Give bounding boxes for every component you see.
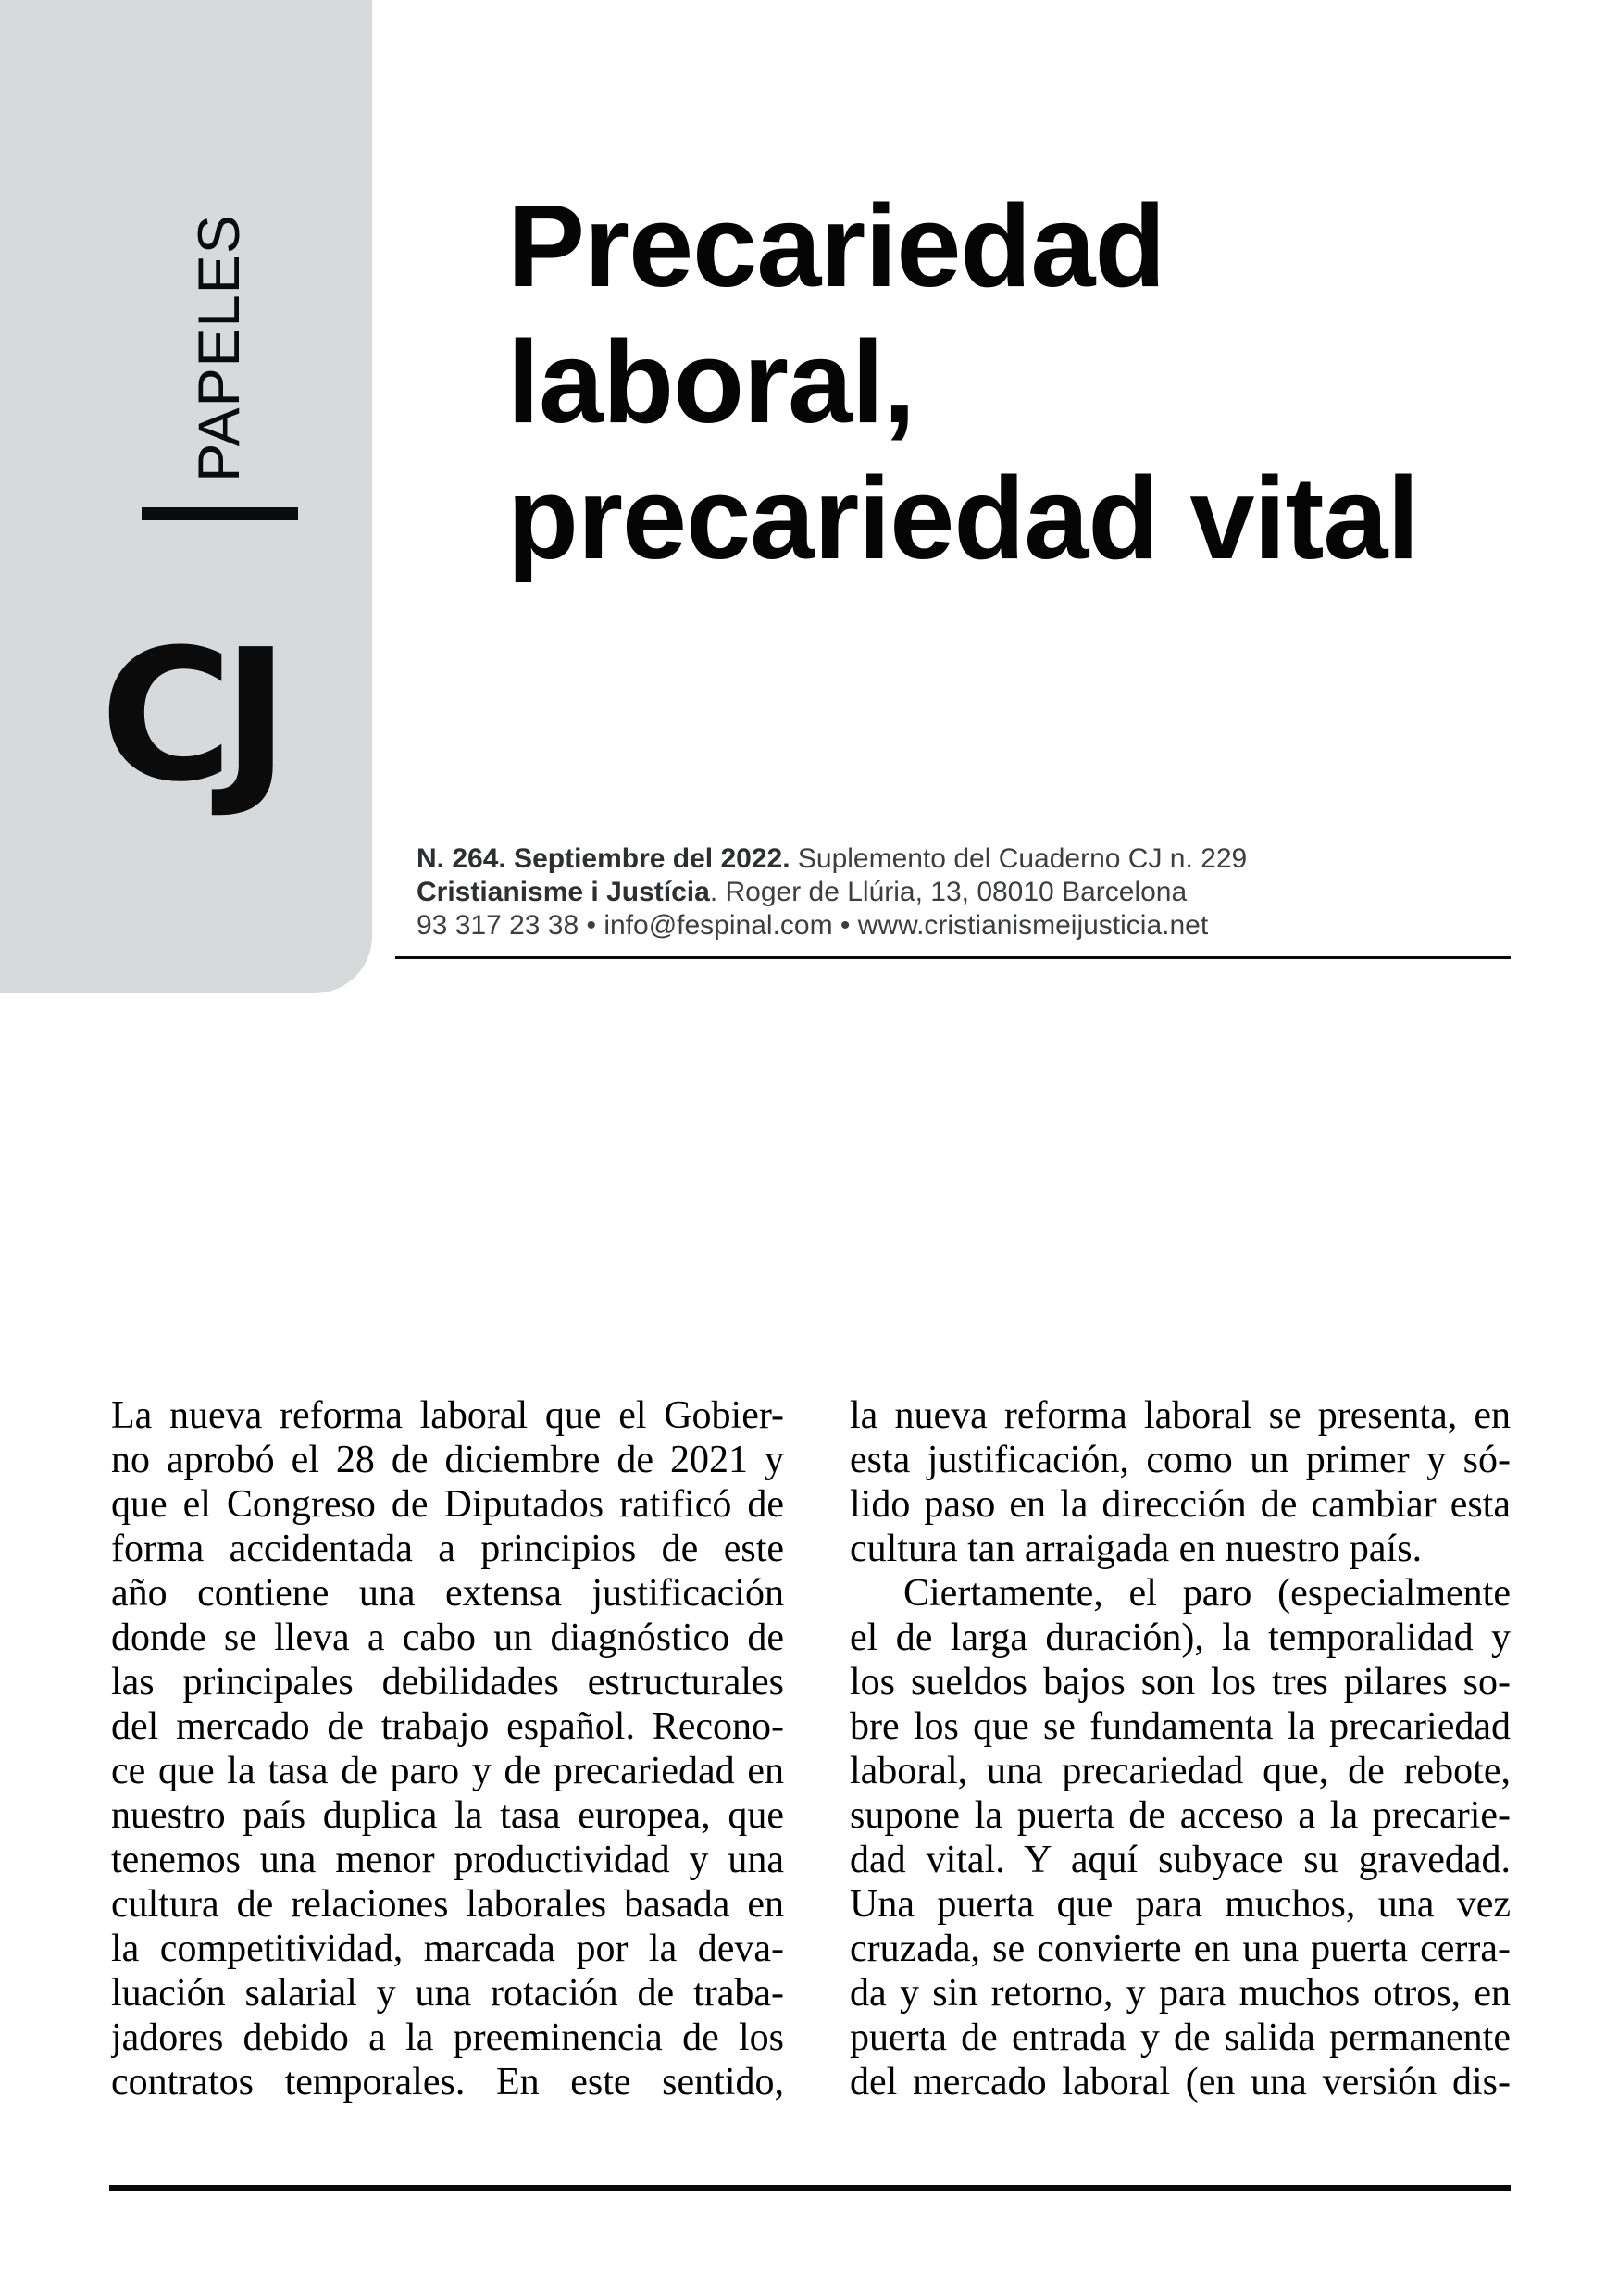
title-line-2: laboral,	[507, 317, 915, 447]
body-text-line: supone la puerta de acceso a la precarie-	[850, 1794, 1511, 1837]
contact-line: 93 317 23 38 • info@fespinal.com • www.cristianismeijusticia.net	[417, 910, 1209, 941]
body-text-line: contratos temporales. En este sentido,	[111, 2061, 784, 2103]
body-text-line: esta justificación, como un primer y só-	[850, 1439, 1511, 1481]
body-text-line: Ciertamente, el paro (especialmente	[903, 1572, 1511, 1615]
body-text-line: del mercado de trabajo español. Recono-	[111, 1705, 784, 1748]
title-line-1: Precariedad	[507, 181, 1165, 311]
body-text-line: donde se lleva a cabo un diagnóstico de	[111, 1616, 784, 1659]
body-text-line: el de larga duración), la temporalidad y	[850, 1616, 1511, 1659]
brand-divider-bar	[142, 507, 298, 520]
page-title	[507, 178, 1418, 586]
body-text-line: tenemos una menor productividad y una	[111, 1839, 784, 1881]
body-text-line: laboral, una precariedad que, de rebote,	[850, 1750, 1511, 1792]
body-text-line: del mercado laboral (en una versión dis-	[850, 2061, 1511, 2103]
cj-logo: CJ	[100, 611, 279, 822]
body-text-line: forma accidentada a principios de este	[111, 1528, 784, 1570]
body-text-line: cultura tan arraigada en nuestro país.	[850, 1528, 1423, 1570]
body-text-line: año contiene una extensa justificación	[111, 1572, 784, 1615]
body-text-line: cultura de relaciones laborales basada en	[111, 1883, 784, 1926]
body-text-line: da y sin retorno, y para muchos otros, en	[850, 1972, 1511, 2015]
issue-supplement: Suplemento del Cuaderno CJ n. 229	[790, 843, 1248, 874]
body-text-line: bre los que se fundamenta la precariedad	[850, 1705, 1511, 1748]
issue-info-line-2	[417, 876, 1511, 909]
body-text-line: la nueva reforma laboral se presenta, en	[850, 1394, 1511, 1437]
body-text-line: nuestro país duplica la tasa europea, que	[111, 1794, 784, 1837]
body-text-line: los sueldos bajos son los tres pilares so-	[850, 1661, 1511, 1703]
body-text-line: no aprobó el 28 de diciembre de 2021 y	[111, 1439, 784, 1481]
brand-panel	[0, 0, 372, 993]
body-column-2	[850, 1393, 1511, 2104]
body-text-line: jadores debido a la preeminencia de los	[111, 2016, 784, 2059]
publisher-address: . Roger de Llúria, 13, 08010 Barcelona	[709, 877, 1188, 907]
body-text-line: La nueva reforma laboral que el Gobier-	[111, 1394, 784, 1437]
body-text-line: las principales debilidades estructurales	[111, 1661, 784, 1703]
body-text-line: ce que la tasa de paro y de precariedad en	[111, 1750, 784, 1792]
footer-rule	[109, 2185, 1511, 2191]
body-text-line: que el Congreso de Diputados ratificó de	[111, 1483, 784, 1526]
body-text-line: puerta de entrada y de salida permanente	[850, 2016, 1511, 2059]
issue-info-line-1	[417, 842, 1511, 876]
body-text-line: Una puerta que para muchos, una vez	[850, 1883, 1511, 1926]
issue-info	[417, 842, 1511, 942]
publisher-name: Cristianisme i Justícia	[417, 877, 710, 907]
body-text-line: lido paso en la dirección de cambiar esta	[850, 1483, 1511, 1526]
header-rule	[395, 956, 1511, 959]
body-text-line: dad vital. Y aquí subyace su gravedad.	[850, 1839, 1511, 1881]
issue-number: N. 264. Septiembre del 2022.	[417, 843, 790, 874]
body-text-line: la competitividad, marcada por la deva-	[111, 1928, 784, 1970]
title-line-3: precariedad vital	[507, 453, 1419, 583]
brand-vertical-text: PAPELES	[187, 214, 252, 482]
body-text-line: cruzada, se convierte en una puerta cerra-	[850, 1928, 1511, 1970]
body-column-1	[111, 1393, 784, 2104]
body-text-line: luación salarial y una rotación de traba-	[111, 1972, 784, 2015]
